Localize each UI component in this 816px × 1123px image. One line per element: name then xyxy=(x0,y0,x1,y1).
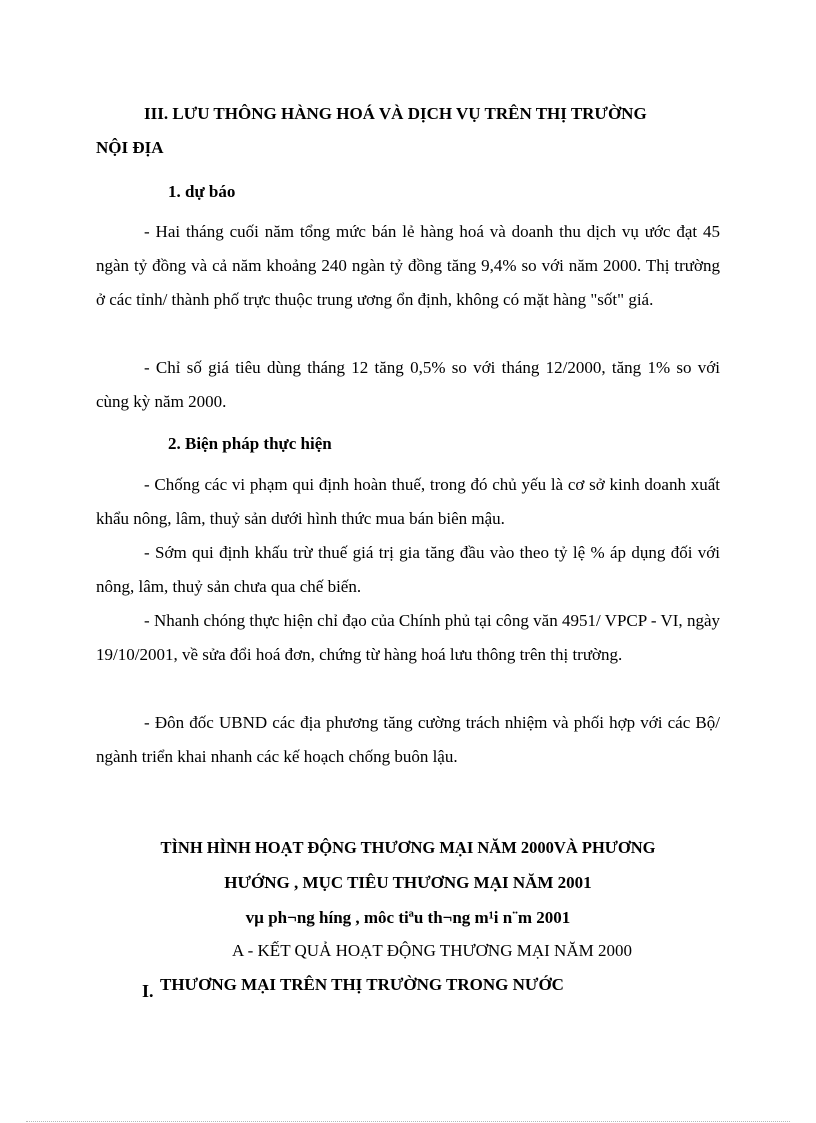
subheading-measures: 2. Biện pháp thực hiện xyxy=(168,434,332,453)
section-i-title: THƯƠNG MẠI TRÊN THỊ TRƯỜNG TRONG NƯỚC xyxy=(160,975,564,994)
report-title-garbled: vµ ph¬ng híng , môc tiªu th¬ng m¹i n¨m 2001 xyxy=(245,908,571,927)
paragraph-measure-2: - Sớm qui định khấu trừ thuế giá trị gia tăng đầu vào theo tỷ lệ % áp dụng đối với nông, lâm, thuỷ sản chưa qua chế biến. xyxy=(96,543,720,596)
part-a-heading: A - KẾT QUẢ HOẠT ĐỘNG THƯƠNG MẠI NĂM 2000 xyxy=(232,941,632,960)
report-title-line2: HƯỚNG , MỤC TIÊU THƯƠNG MẠI NĂM 2001 xyxy=(224,873,592,892)
section-heading-line1: III. LƯU THÔNG HÀNG HOÁ VÀ DỊCH VỤ TRÊN THỊ TRƯỜNG xyxy=(144,104,647,123)
page-bottom-divider xyxy=(26,1121,790,1122)
subheading-forecast: 1. dự báo xyxy=(168,182,236,201)
section-heading-line2: NỘI ĐỊA xyxy=(96,138,164,157)
paragraph-measure-1: - Chống các vi phạm qui định hoàn thuế, trong đó chủ yếu là cơ sở kinh doanh xuất khẩu nông, lâm, thuỷ sản dưới hình thức mua bán biên mậu. xyxy=(96,475,720,528)
paragraph-cpi: - Chỉ số giá tiêu dùng tháng 12 tăng 0,5% so với tháng 12/2000, tăng 1% so với cùng kỳ năm 2000. xyxy=(96,358,720,411)
paragraph-retail-forecast: - Hai tháng cuối năm tổng mức bán lẻ hàng hoá và doanh thu dịch vụ ước đạt 45 ngàn tỷ đồng và cả năm khoảng 240 ngàn tỷ đồng tăng 9,4% so với năm 2000. Thị trường ở các tỉnh/ thành phố trực thuộc trung ương ổn định, không có mặt hàng "sốt" giá. xyxy=(96,222,720,309)
section-number: I. xyxy=(142,981,154,1001)
paragraph-measure-4: - Đôn đốc UBND các địa phương tăng cường trách nhiệm và phối hợp với các Bộ/ ngành triển khai nhanh các kế hoạch chống buôn lậu. xyxy=(96,713,720,766)
report-title-line1: TÌNH HÌNH HOẠT ĐỘNG THƯƠNG MẠI NĂM 2000VÀ PHƯƠNG xyxy=(160,838,656,857)
paragraph-measure-3: - Nhanh chóng thực hiện chỉ đạo của Chính phủ tại công văn 4951/ VPCP - VI, ngày 19/10/2001, về sửa đổi hoá đơn, chứng từ hàng hoá lưu thông trên thị trường. xyxy=(96,611,720,664)
